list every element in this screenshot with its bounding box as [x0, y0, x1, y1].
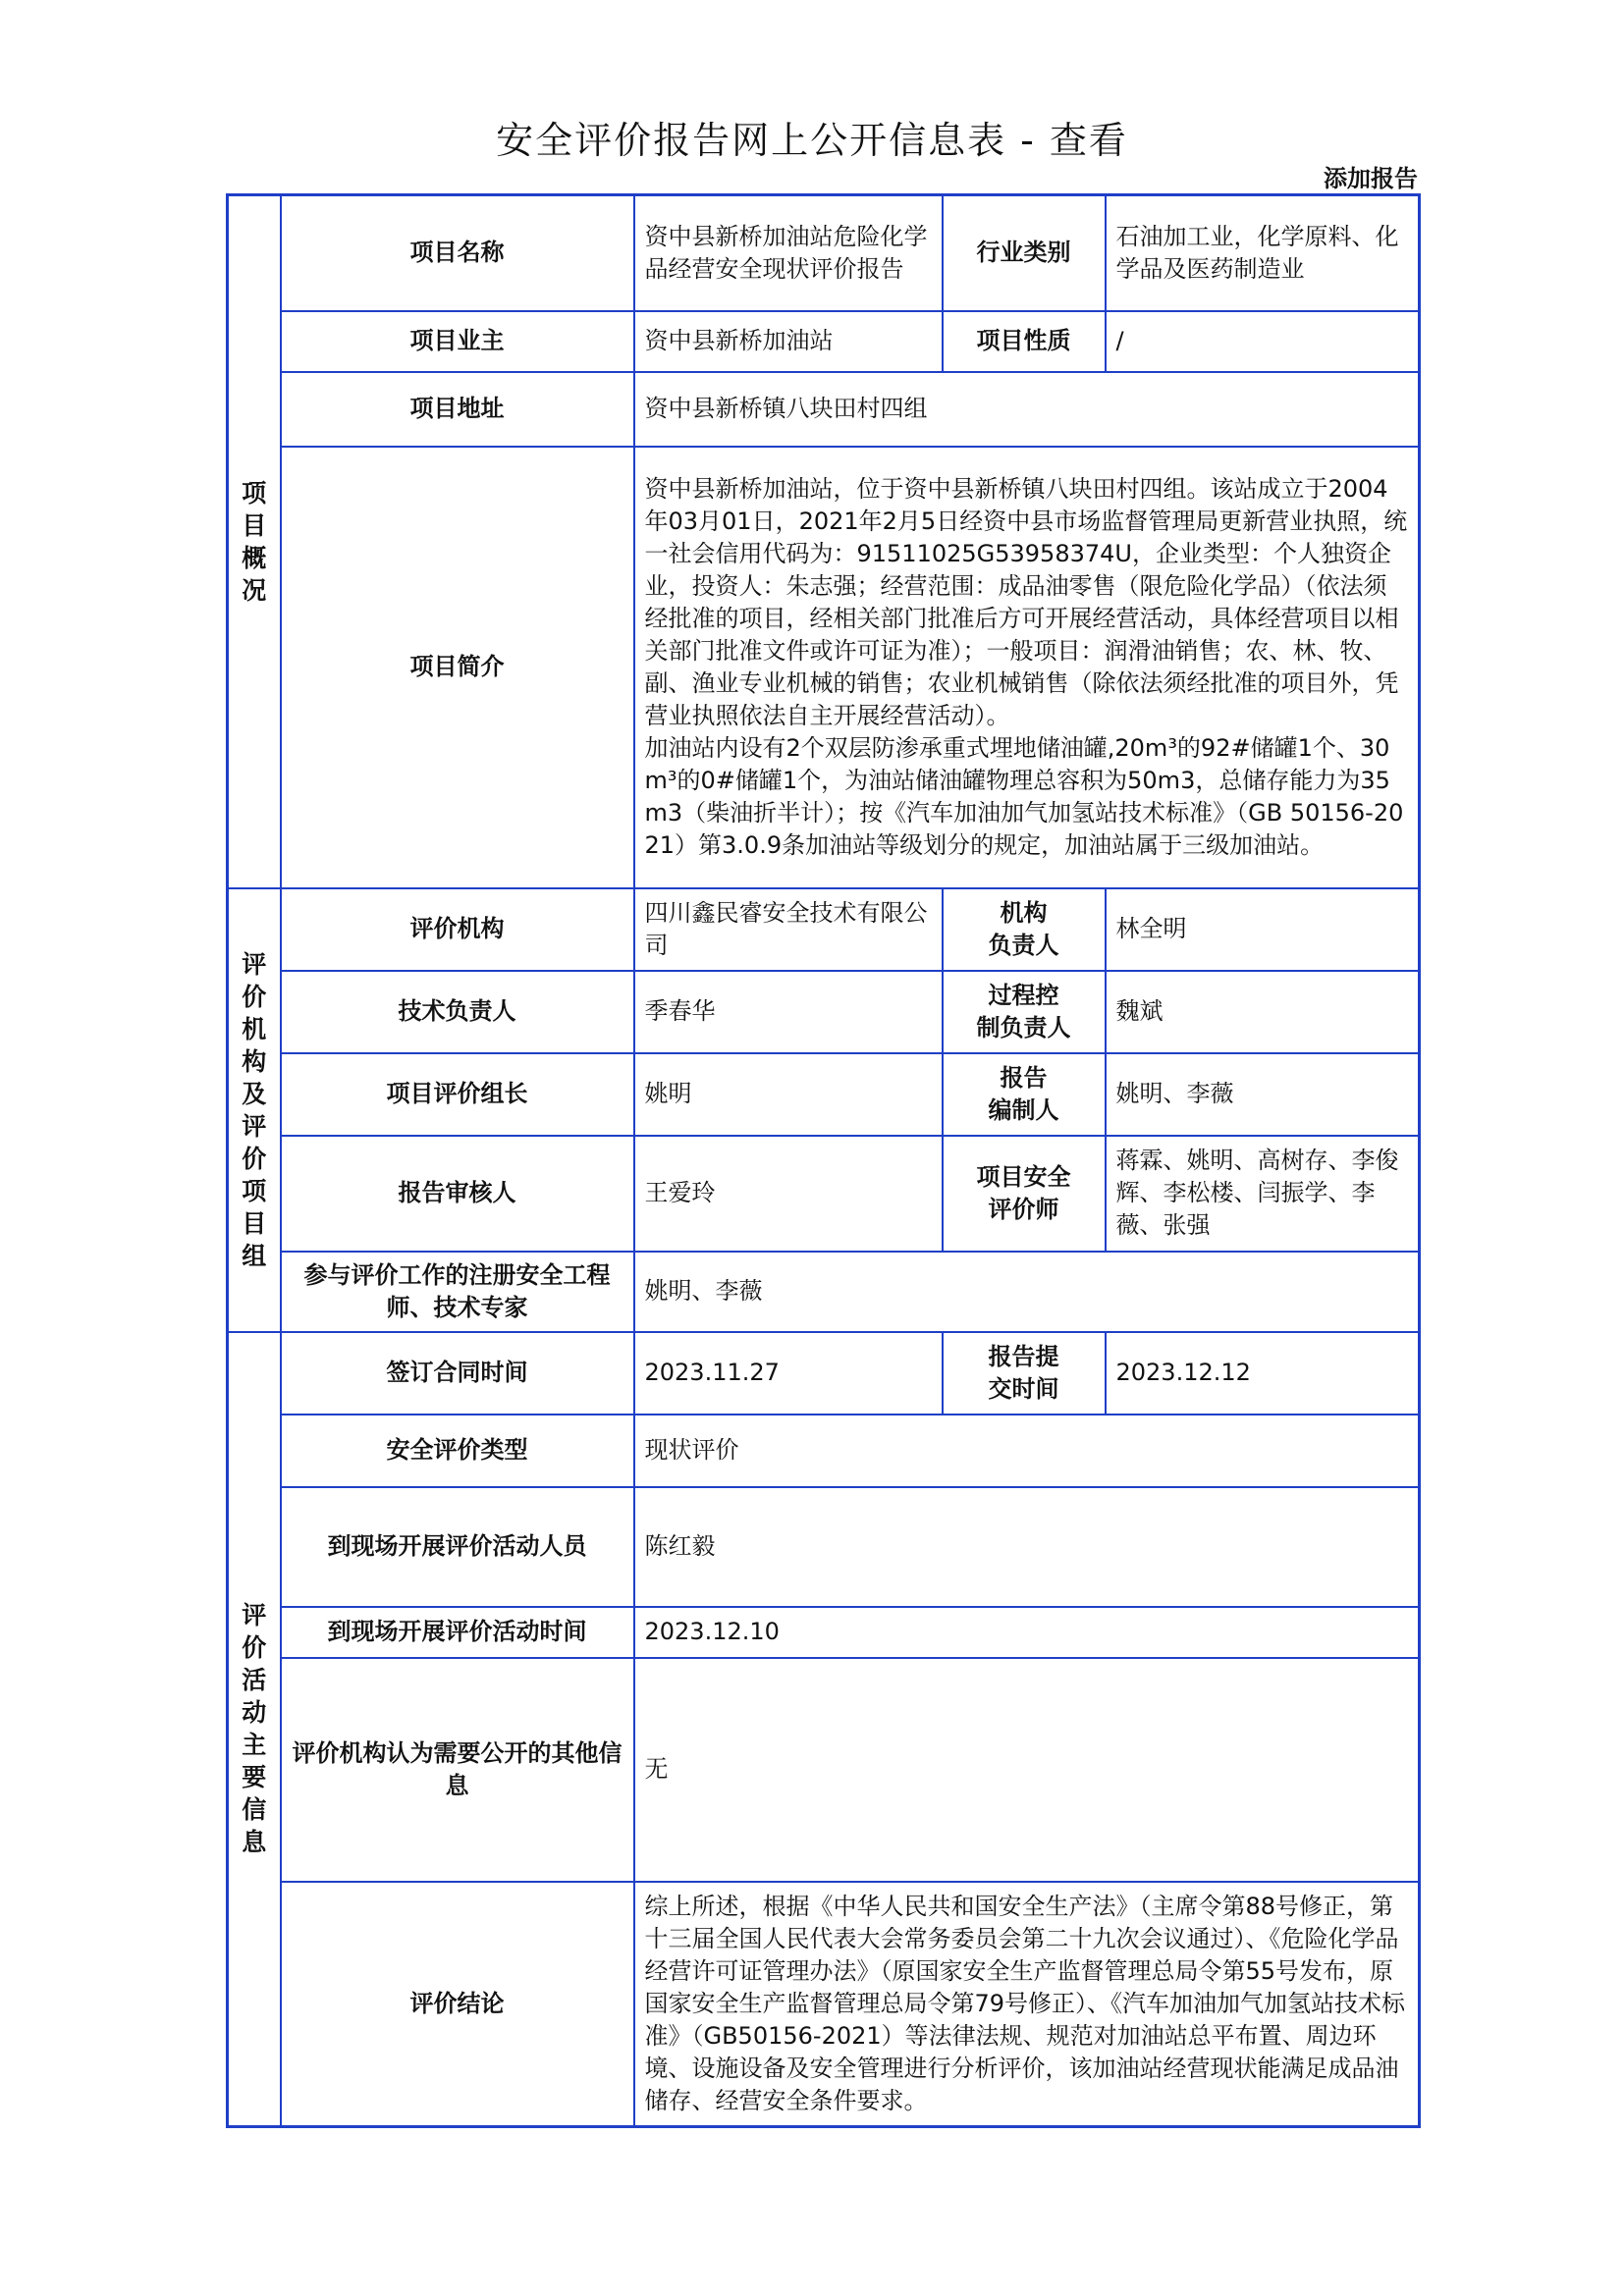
label-onsite-date: 到现场开展评价活动时间	[281, 1607, 634, 1658]
table-row	[228, 888, 1420, 971]
label-process-head: 过程控 制负责人	[943, 971, 1106, 1053]
label-safety-evaluators: 项目安全 评价师	[943, 1136, 1106, 1252]
label-experts: 参与评价工作的注册安全工程师、技术专家	[281, 1252, 634, 1332]
table-row	[228, 1607, 1420, 1658]
value-project-name: 资中县新桥加油站危险化学品经营安全现状评价报告	[634, 195, 943, 311]
label-other-info: 评价机构认为需要公开的其他信息	[281, 1658, 634, 1882]
label-nature: 项目性质	[943, 311, 1106, 372]
table-row	[228, 311, 1420, 372]
info-table	[226, 193, 1421, 2128]
value-nature: /	[1106, 311, 1420, 372]
value-onsite-staff: 陈红毅	[634, 1487, 1420, 1607]
table-row	[228, 971, 1420, 1053]
value-process-head: 魏斌	[1106, 971, 1420, 1053]
table-row	[228, 195, 1420, 311]
label-project-name: 项目名称	[281, 195, 634, 311]
value-industry: 石油加工业，化学原料、化学品及医药制造业	[1106, 195, 1420, 311]
value-onsite-date: 2023.12.10	[634, 1607, 1420, 1658]
label-reviewer: 报告审核人	[281, 1136, 634, 1252]
section-overview: 项 目 概 况	[228, 195, 281, 888]
value-experts: 姚明、李薇	[634, 1252, 1420, 1332]
value-conclusion: 综上所述，根据《中华人民共和国安全生产法》（主席令第88号修正，第十三届全国人民代表大会常务委员会第二十九次会议通过）、《危险化学品经营许可证管理办法》（原国家安全生产监督管理总局令第55号发布，原国家安全生产监督管理总局令第79号修正）、《汽车加油加气加氢站技术标准》（GB50156-2021）等法律法规、规范对加油站总平布置、周边环境、设施设备及安全管理进行分析评价，该加油站经营现状能满足成品油储存、经营安全条件要求。	[634, 1882, 1420, 2127]
table-row	[228, 1053, 1420, 1136]
intro-paragraph-2: 加油站内设有2个双层防渗承重式埋地储油罐,20m³的92#储罐1个、30m³的0#储罐1个，为油站储油罐物理总容积为50m3，总储存能力为35m3（柴油折半计）；按《汽车加油加气加氢站技术标准》（GB 50156-2021）第3.0.9条加油站等级划分的规定，加油站属于三级加油站。	[644, 733, 1404, 859]
label-conclusion: 评价结论	[281, 1882, 634, 2127]
section-activity: 评 价 活 动 主 要 信 息	[228, 1332, 281, 2127]
label-owner: 项目业主	[281, 311, 634, 372]
label-report-writer: 报告 编制人	[943, 1053, 1106, 1136]
page-title: 安全评价报告网上公开信息表 - 查看	[496, 119, 1128, 162]
label-intro: 项目简介	[281, 447, 634, 888]
table-row	[228, 447, 1420, 888]
value-safety-evaluators: 蒋霖、姚明、高树存、李俊辉、李松楼、闫振学、李薇、张强	[1106, 1136, 1420, 1252]
label-tech-head: 技术负责人	[281, 971, 634, 1053]
value-tech-head: 季春华	[634, 971, 943, 1053]
section-org: 评 价 机 构 及 评 价 项 目 组	[228, 888, 281, 1332]
label-eval-type: 安全评价类型	[281, 1415, 634, 1487]
value-reviewer: 王爱玲	[634, 1136, 943, 1252]
value-submit-date: 2023.12.12	[1106, 1332, 1420, 1415]
label-team-leader: 项目评价组长	[281, 1053, 634, 1136]
add-report-link[interactable]: 添加报告	[1324, 165, 1418, 192]
label-agency: 评价机构	[281, 888, 634, 971]
value-other-info: 无	[634, 1658, 1420, 1882]
table-row	[228, 1136, 1420, 1252]
table-row	[228, 1487, 1420, 1607]
table-row	[228, 1658, 1420, 1882]
label-contract-date: 签订合同时间	[281, 1332, 634, 1415]
table-row	[228, 1415, 1420, 1487]
intro-paragraph-1: 资中县新桥加油站，位于资中县新桥镇八块田村四组。该站成立于2004年03月01日，2021年2月5日经资中县市场监督管理局更新营业执照，统一社会信用代码为：91511025G53958374U，企业类型：个人独资企业，投资人：朱志强；经营范围：成品油零售（限危险化学品）（依法须经批准的项目，经相关部门批准后方可开展经营活动，具体经营项目以相关部门批准文件或许可证为准）；一般项目：润滑油销售；农、林、牧、副、渔业专业机械的销售；农业机械销售（除依法须经批准的项目外，凭营业执照依法自主开展经营活动）。	[644, 474, 1408, 729]
value-agency-head: 林全明	[1106, 888, 1420, 971]
value-team-leader: 姚明	[634, 1053, 943, 1136]
label-address: 项目地址	[281, 372, 634, 447]
label-submit-date: 报告提 交时间	[943, 1332, 1106, 1415]
label-agency-head: 机构 负责人	[943, 888, 1106, 971]
value-address: 资中县新桥镇八块田村四组	[634, 372, 1420, 447]
value-report-writer: 姚明、李薇	[1106, 1053, 1420, 1136]
label-onsite-staff: 到现场开展评价活动人员	[281, 1487, 634, 1607]
value-agency: 四川鑫民睿安全技术有限公司	[634, 888, 943, 971]
value-owner: 资中县新桥加油站	[634, 311, 943, 372]
value-intro	[634, 447, 1420, 888]
table-row	[228, 1252, 1420, 1332]
table-row	[228, 372, 1420, 447]
value-eval-type: 现状评价	[634, 1415, 1420, 1487]
table-row	[228, 1882, 1420, 2127]
table-row	[228, 1332, 1420, 1415]
label-industry: 行业类别	[943, 195, 1106, 311]
value-contract-date: 2023.11.27	[634, 1332, 943, 1415]
